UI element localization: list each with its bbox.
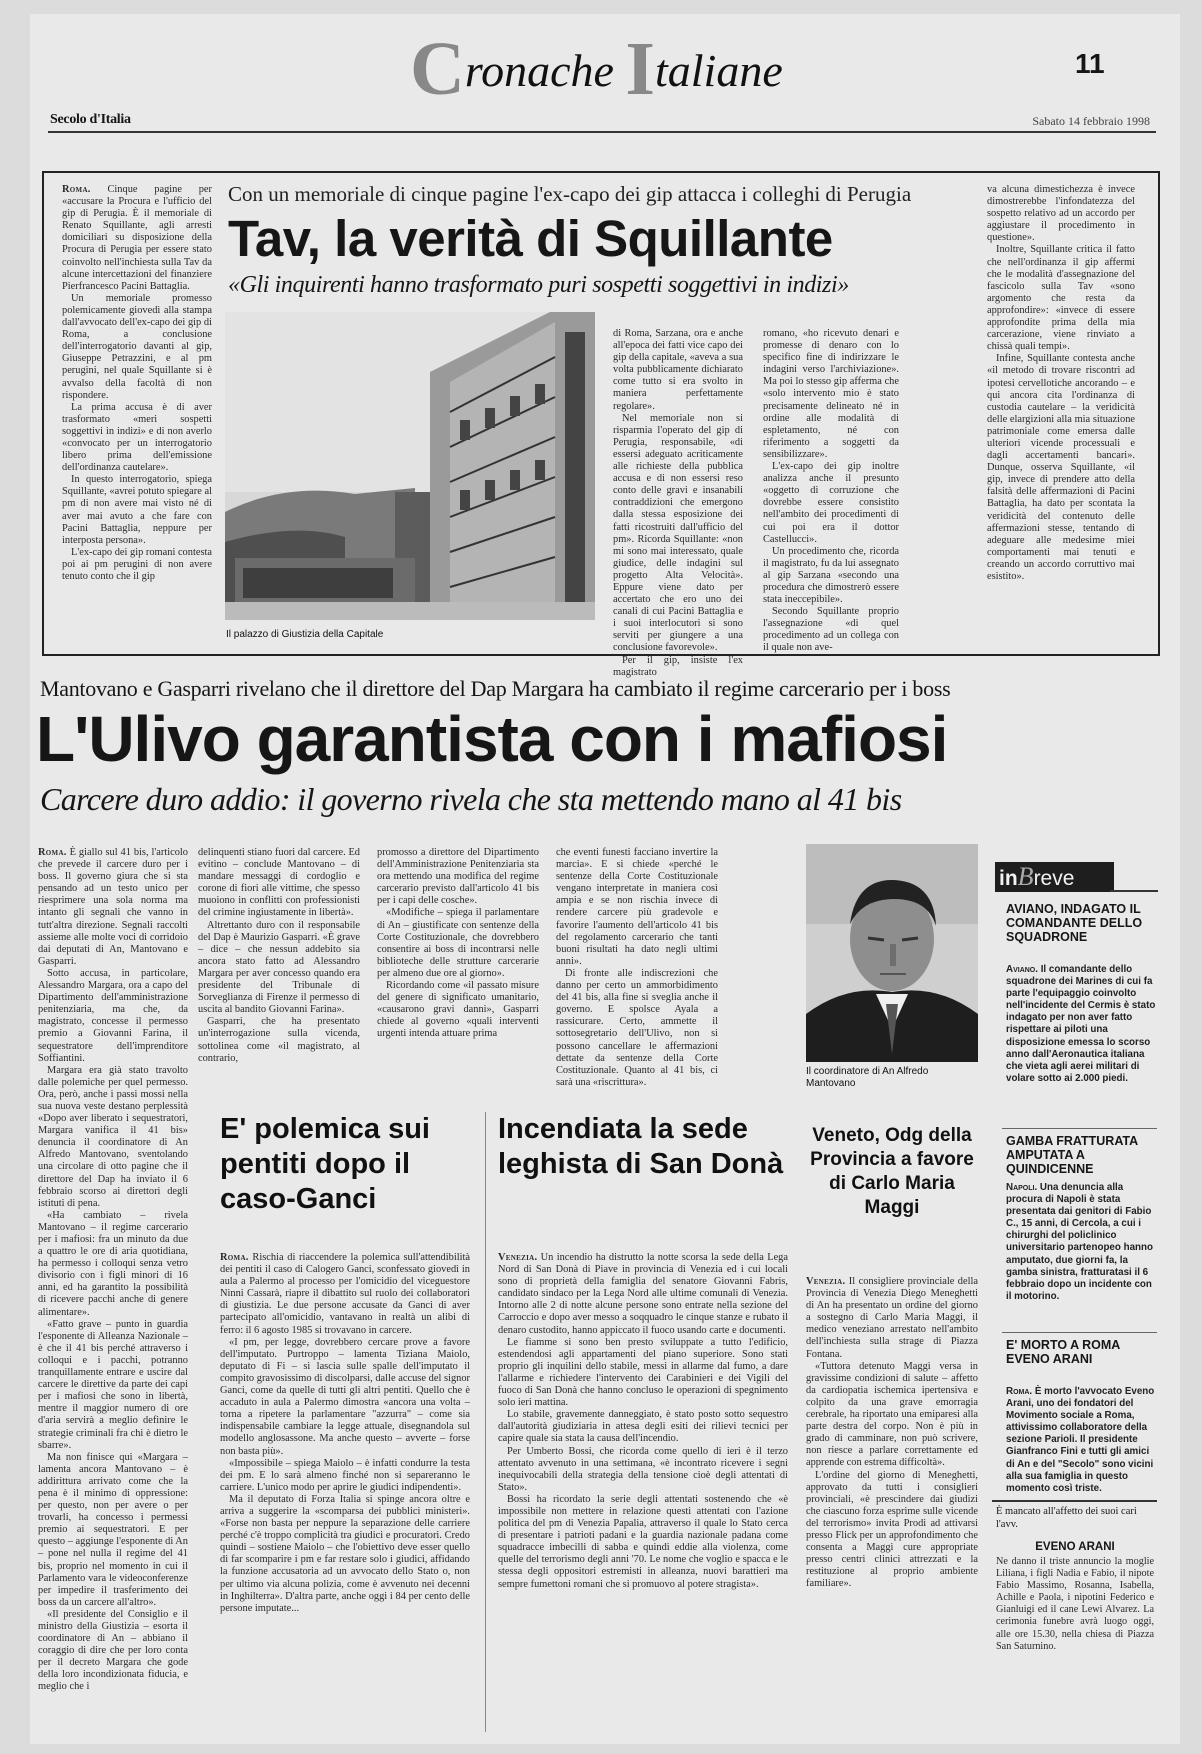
story4-dateline: Venezia. xyxy=(498,1252,538,1263)
story1-subhead: «Gli inquirenti hanno trasformato puri sospetti soggettivi in indizi» xyxy=(228,272,849,298)
story1-col4-p2: L'ex-capo dei gip inoltre analizza anche il presunto «oggetto di corruzione che dovrebbe essere consistito nell'ambito dei procedimenti di cui poi era il dottor Castellucci». xyxy=(763,461,899,545)
story2-col2-p2: Altrettanto duro con il responsabile del Dap è Maurizio Gasparri. «È grave – dice – che nessun addebito sia ancora stato fatto ad Alessandro Margara per aver concesso quando era presidente del Tribunale di Sorveglianza di Firenze il permesso di uscita al bandito Giovanni Farina». xyxy=(198,919,360,1016)
story2-col1-p1: Sotto accusa, in particolare, Alessandro Margara, ora a capo del Dipartimento dell'amministrazione penitenziaria, ma che, da magistrato, concesse il permesso premio a Giovanni Farina, il sequestratore dell'imprenditore Soffiantini. xyxy=(38,967,188,1064)
breve-label-rest: reve xyxy=(1033,867,1075,890)
story3-p2: «I pm, per legge, dovrebbero cercare prove a favore dell'imputato. Purtroppo – lamenta Tiziana Maiolo, deputato di Fi – si lascia sulle spalle dell'imputato il compito gravosissimo di discolparsi, dalle accuse del signor Ganci, come da quelle di tutti gli altri pentiti. Quello che è accaduto in aula a Palermo dimostra «ancora una volta – torna a ripetere la parlamentare "azzurra" – come sia indispensabile cambiare la legge attuale, disegnandola sul modello anglosassone. Ma anche questo – avverte – forse non basta più». xyxy=(220,1336,470,1457)
breve-item-2-text: Una denuncia alla procura di Napoli è stata presentata dai genitori di Fabio C., 15 anni, di Cercola, a cui i chirurghi del policlinico universitario partenopeo hanno amputato, due giorni fa, la gamba sinistra, fratturatasi il 6 febbraio dopo un incidente con il motorino. xyxy=(1006,1182,1153,1302)
obituary-intro: È mancato all'affetto dei suoi cari l'avv. xyxy=(996,1506,1137,1530)
story2-col-4 xyxy=(556,847,718,1088)
story2-kicker: Mantovano e Gasparri rivelano che il direttore del Dap Margara ha cambiato il regime carcerario per i boss xyxy=(40,676,951,701)
breve-divider-1 xyxy=(1002,1128,1157,1129)
building-photo-image xyxy=(225,312,595,620)
story3-p1: Rischia di riaccendere la polemica sull'attendibilità dei pentiti il caso di Calogero Ganci, sconfessato giovedì in aula a Palermo al processo per l'omicidio del viceguestore Ninni Cassarà, riapre il dibattito sul ruolo dei collaboratori di giustizia. Le due persone accusate da Ganci di aver partecipato all'omicidio, vantavano in realtà un alibi di ferro: il 6 agosto 1985 si trovavano in carcere. xyxy=(220,1252,470,1336)
section-title-text-1: ronache xyxy=(464,45,626,96)
story1-col3-p2: Nel memoriale non si risparmia l'operato del gip di Perugia, responsabile, «di essersi adeguato acriticamente alle richieste della pubblica accusa e di non essersi reso conto delle gravi e insanabili contraddizioni che emergono dalla stessa esposizione dei fatti ricostruiti dall'ufficio del pm». Ricorda Squillante: «non mi sono mai interessato, quale giudice, delle indagini sul progetto Alta Velocità». Eppure viene dato per accertato che ero uno dei canali di cui Pacini Battaglia e i suoi interlocutori si sono serviti per giungere a una conclusione favorevole». xyxy=(613,412,743,654)
story2-col1-p4: «Fatto grave – punto in guardia l'esponente di Alleanza Nazionale – è che il 41 bis perché attraverso i colloqui e i pacchi, potranno tranquillamente entrare e uscire dal carcere le direttive da parte dei capi per i mafiosi che sono in libertà, mentre il maggior numero di ore d'aria servirà a meglio definire le strategie criminali fra chi è dietro le sbarre». xyxy=(38,1318,188,1451)
story5-p3: L'ordine del giorno di Meneghetti, approvato da tutti i consiglieri provinciali, «è prescindere dai giudizi che ciascuno forza esprime sulle vicende del terrorismo» invita Prodi ad attivarsi presso Flick per un approfondimento che consenta a Maggi cure appropriate presso centri clinici attrezzati e la restituzione al proprio ambiente familiare». xyxy=(806,1469,978,1590)
story1-col-1 xyxy=(62,184,212,646)
section-title-initial-1: C xyxy=(410,27,465,111)
story4-p1: Un incendio ha distrutto la notte scorsa la sede della Lega Nord di San Donà di Piave in provincia di Venezia ed i cui locali sono di proprietà della famiglia del senatore Giovanni Fabris, candidato sindaco per la Lega Nord alle ultime comunali di Venezia. Intorno alle 2 di notte alcune persone sono entrate nella sezione del Carroccio e dopo aver messo a soqquadro le cinque stanze e rubato il denaro custodito, hanno appiccato il fuoco usando carte e documenti. xyxy=(498,1252,788,1336)
story2-dateline: Roma. xyxy=(38,847,67,858)
story1-col-5 xyxy=(987,184,1135,646)
story3-headline: E' polemica sui pentiti dopo il caso-Ganci xyxy=(220,1113,430,1215)
breve-item-2-dateline: Napoli. xyxy=(1006,1182,1038,1193)
story1-headline: Tav, la verità di Squillante xyxy=(228,210,833,267)
story4-p2: Le fiamme si sono ben presto sviluppate a tutto l'edificio, estendendosi agli appartamenti del piano superiore. Sono stati proprio gli inquilini dello stabile, messi in allarme dal fumo, a dare l'allarme e richiedere l'intervento dei Carabinieri e dei Vigili del fuoco di San Donà che hanno concluso le operazioni di spegnimento solo ieri mattina. xyxy=(498,1336,788,1409)
story1-col4-p3: Un procedimento che, ricorda il magistrato, fu da lui assegnato al gip Sarzana «secondo una procedura che dimostrerò essere stata ineccepibile». xyxy=(763,545,899,606)
story3-p4: Ma il deputato di Forza Italia si spinge ancora oltre e arriva a suggerire la «scomparsa dei pubblici ministeri». «Forse non basta per neppure la separazione delle carriere perché c'è troppo complicità tra giudici e procuratori. Credo quindi – sostiene Maiolo – che l'obiettivo deve esser quello di far scomparire i pm e far restare solo i giudici, affidando la funzione accusatoria ad un avvocato dello Stato o, non per ultimo via alcuna polizia, come è avvenuto nei decenni in Inghilterra». D'altra parte, anche oggi i 84 per cento delle persone imputate... xyxy=(220,1493,470,1614)
breve-divider-2 xyxy=(1002,1332,1157,1333)
story5-dateline: Venezia. xyxy=(806,1276,846,1287)
breve-item-1-dateline: Aviano. xyxy=(1006,964,1038,975)
portrait-photo-image xyxy=(806,844,978,1062)
story5-headline: Veneto, Odg della Provincia a favore di Carlo Maria Maggi xyxy=(810,1125,974,1218)
breve-item-2-body xyxy=(1006,1182,1156,1303)
story1-dateline: Roma. xyxy=(62,184,91,195)
story1-col3-p3: Per il gip, insiste l'ex magistrato xyxy=(613,654,743,678)
story1-lead-text: Cinque pagine per «accusare la Procura e l'ufficio del gip di Perugia. È il memoriale di Renato Squillante, agli arresti domiciliari su disposizione della Procura di Perugia per essere stato coinvolto nell'inchiesta sulla Tav da alcune intercettazioni del finanziere Pierfrancesco Pacini Battaglia. xyxy=(62,184,212,292)
story2-col-2 xyxy=(198,847,360,1079)
story2-col3-p2: «Modifiche – spiega il parlamentare di An – giustificate con sentenze della Corte Costituzionale, che dovrebbero consentire ai boss di incontrarsi nelle biblioteche delle strutture carcerarie per almeno due ore al giorno». xyxy=(377,907,539,979)
breve-item-3-title: E' MORTO A ROMA EVENO ARANI xyxy=(1006,1338,1120,1366)
story3-p3: «Impossibile – spiega Maiolo – è infatti condurre la testa dei pm. E lo sarà almeno finché non si separeranno le carriere. L'unico modo per aprire le giudici indipendenti». xyxy=(220,1457,470,1493)
breve-item-3-text: È morto l'avvocato Eveno Arani, uno dei fondatori del Movimento sociale a Roma, attivissimo collaboratore della sezione Parioli. Il presidente Gianfranco Fini e tutti gli amici di An e del "Secolo" sono vicini alla sua famiglia in questo momento così triste. xyxy=(1006,1386,1155,1494)
story5-p2: «Tuttora detenuto Maggi versa in gravissime condizioni di salute – affetto da cardiopatia ischemica ipertensiva e colpito da una grave emorragia cerebrale, ha riportato una emiparesi alla parte destra del corpo. Non è più in grado di camminare, non può scrivere, non riesce a parlare correttamente ed apprende con estrema difficoltà». xyxy=(806,1360,978,1469)
story4-headline: Incendiata la sede leghista di San Donà xyxy=(498,1113,784,1180)
breve-label-box xyxy=(995,862,1114,892)
story2-col-3 xyxy=(377,847,539,1079)
issue-date: Sabato 14 febbraio 1998 xyxy=(1032,114,1150,128)
breve-item-1-body xyxy=(1006,964,1156,1085)
obituary-text: Ne danno il triste annuncio la moglie Liliana, i figli Nadia e Fabio, il nipote Fabio Massimo, Rosanna, Isabella, Achille e Paola, i nipotini Federico e Gianluigi ed il cane Lewi Alvarez. La cerimonia funebre avrà luogo oggi, alle ore 15.30, nella chiesa di Piazza San Saturnino. xyxy=(996,1556,1154,1652)
breve-item-3-dateline: Roma. xyxy=(1006,1386,1033,1397)
story5-p1: Il consigliere provinciale della Provincia di Venezia Diego Meneghetti di An ha presentato un ordine del giorno a sostegno di Carlo Maria Maggi, il medico veneziano arrestato nell'ambito dell'inchiesta sulla strage di Piazza Fontana. xyxy=(806,1276,978,1360)
story2-col2-p1: delinquenti stiano fuori dal carcere. Ed evitino – conclude Mantovano – di mandare messaggi di cordoglio e corone di fiori alle vittime, che spesso muoiono in conflitti con professionisti del crimine ingiustamente in libertà». xyxy=(198,847,360,919)
story1-col-4 xyxy=(763,328,899,654)
story1-col1-p1: Un memoriale promesso polemicamente giovedì alla stampa dall'avvocato dell'ex-capo dei gip di Roma, a conclusione dell'interrogatorio davanti al gip, Giuseppe Petrazzini, e al pm perugini, nel quale Squillante si è avvalso della facoltà di non rispondere. xyxy=(62,292,212,401)
story3-body xyxy=(220,1252,470,1732)
masthead-rule xyxy=(48,131,1156,133)
story1-col5-p3: Infine, Squillante contesta anche «il metodo di trovare riscontri ad ipotesi cervellotiche ancorando – e qui ancora cita l'ordinanza di custodia cautelare – la veridicità delle elargizioni alla mia situazione patrimoniale come emersa dalle ulteriori vicende processuali e dagli accertamenti bancari». Dunque, osserva Squillante, «il gip, invece di prendere atto della falsità delle affermazioni di Pacini Battaglia, ha dato per scontata la veridicità del contenuto delle affermazioni stesse, tentando di adeguare alle medesime miei comportamenti mai tenuti e creando un accordo corruttivo mai esistito». xyxy=(987,353,1135,582)
story1-photo-palazzo-giustizia xyxy=(225,312,595,620)
story2-lead-text: È giallo sul 41 bis, l'articolo che prevede il carcere duro per i boss. Il governo giura che si sta pensando ad un testo unico per riesprimere una sola norma ma intanto gli segnali che vanno in tutt'altra direzione. Segnali raccolti assieme alle molte voci di corridoio dai deputati di An, Mantovano e Gasparri. xyxy=(38,847,188,967)
story1-col1-p4: L'ex-capo dei gip romani contesta poi ai pm perugini di non avere tenuto conto che il gip xyxy=(62,546,212,582)
story2-col1-p3: «Ha cambiato – rivela Mantovano – il regime carcerario per i mafiosi: fra un minuto da due a quattro le ore di aria quotidiana, ha permesso i colloqui senza vetro divisorio con i figli minori di 16 anni, ed ha garantito la possibilità di ricevere pacchi anche di genere alimentare». xyxy=(38,1209,188,1318)
section-title-text-2: taliane xyxy=(655,45,783,96)
newspaper-page xyxy=(30,14,1180,1744)
page-number: 11 xyxy=(1075,48,1105,79)
story1-col4-p1: romano, «ho ricevuto denari e promesse di denaro con lo specifico fine di indirizzare le indagini verso l'archiviazione». Ma poi lo stesso gip afferma che «solo intervento mio è stato precisamente delineato né in ordine alle modalità di espletamento, né con riferimento a soggetti da sensibilizzare». xyxy=(763,328,899,460)
story2-col3-p1: promosso a direttore del Dipartimento dell'Amministrazione Penitenziaria sta ora mettendo una modifica del regime carcerario previsto dall'articolo 41 bis per i capi delle cosche». xyxy=(377,847,539,907)
story1-col4-p4: Secondo Squillante proprio l'assegnazione «di quel procedimento ad un collega con il quale non ave- xyxy=(763,606,899,654)
story1-col3-p1: di Roma, Sarzana, ora e anche all'epoca dei fatti vice capo dei gip della capitale, «aveva a sua volta pubblicamente dichiarato come tutto si era svolto in maniera perfettamente regolare». xyxy=(613,328,743,412)
story4-p4: Per Umberto Bossi, che ricorda come quello di ieri è il terzo attentato avvenuto in una settimana, «è incontrato ricevere i segni inequivocabili della strategia della tensione cioè degli attentati di Stato». xyxy=(498,1445,788,1493)
breve-label-rule xyxy=(1110,890,1158,892)
obituary-name: EVENO ARANI xyxy=(1035,1541,1115,1553)
story3-dateline: Roma. xyxy=(220,1252,249,1263)
section-title xyxy=(410,27,790,111)
breve-item-2-title: GAMBA FRATTURATA AMPUTATA A QUINDICENNE xyxy=(1006,1134,1138,1176)
breve-label-in: in xyxy=(999,867,1018,890)
story1-col5-p1: va alcuna dimestichezza è invece dimostrerebbe l'infondatezza del sospetto relativo ad un accordo per aggiustare il procedimento in questione». xyxy=(987,184,1135,244)
story5-body xyxy=(806,1276,978,1732)
story4-body xyxy=(498,1252,788,1732)
breve-item-3-body xyxy=(1006,1386,1156,1495)
story1-col-3 xyxy=(613,328,743,678)
story2-photo-caption: Il coordinatore di An Alfredo Mantovano xyxy=(806,1066,929,1089)
story2-col2-p3: Gasparri, che ha presentato un'interrogazione sulla vicenda, sottolinea come «il magistrato, al contrario, xyxy=(198,1016,360,1064)
story2-col4-p1: che eventi funesti facciano invertire la marcia». E si chiede «perché le sentenze della Corte Costituzionale vengano interpretate in maniera così ampia e se non rischia invece di rendere carcere più gradevole e favorire l'aumento dell'articolo 41 bis del regolamento carcerario che tanti buoni risultati ha dato negli ultimi anni». xyxy=(556,847,718,967)
story2-col4-p2: Di fronte alle indiscrezioni che danno per certo un ammorbidimento del 41 bis, alla fine si sveglia anche il governo. E spolsce Ayala a rassicurare. Certo, ammette il sottosegretario dell'Ulivo, non si possono cancellare le affermazioni dettate da sentenze della Corte Costituzionale. Quanto al 41 bis, ci sarà una «riscrittura». xyxy=(556,967,718,1088)
breve-label-b: B xyxy=(1017,862,1034,891)
story4-p5: Bossi ha ricordato la serie degli attentati sostenendo che «è impossibile non mettere in relazione questi attentati con l'azione politica del pm di Venezia Papalia, attraverso il quale lo Stato cerca di presentare i patrioti padani e la guardia nazionale padana come squadracce imbecilli di sabba e quindi eddie alla violenza, come quelle del terrorismo degli anni '70. Le nome che voglio e spacca e le stessa degli oppositori estremisti in alleanza, nuovi barattieri ma sempre fumettoni romani che si promuovo al potere stragista». xyxy=(498,1493,788,1590)
story2-col3-p3: Ricordando come «il passato misure del genere di significato umanitario, «causarono gravi danni», Gasparri chiede al governo «quali interventi urgenti intenda attuare prima xyxy=(377,980,539,1040)
story2-col-1 xyxy=(38,847,188,1734)
story2-col1-p2: Margara era già stato travolto dalle polemiche per quel permesso. Ora, però, anche i passi mossi nella sua nuova veste destano perplessità «Dopo aver liberato i sequestratori, Margara vanifica il 41 bis» denuncia il coordinatore di An Alfredo Mantovano, sventolando una circolare di otto pagine che il direttore del Dap ha inviato il 6 febbraio scorso ai direttori degli istituti di pena. xyxy=(38,1064,188,1209)
paper-name: Secolo d'Italia xyxy=(50,112,131,127)
story1-col1-p3: In questo interrogatorio, spiega Squillante, «avrei potuto spiegare al pm di non avere mai visto né di aver mai avuto a che fare con Pacini Battaglia, neppure per interposta persona». xyxy=(62,474,212,546)
story4-p3: Lo stabile, gravemente danneggiato, è stato posto sotto sequestro dall'autorità giudiziaria in attesa degli esiti dei rilievi tecnici per capire quale sia stata la causa dell'incendio. xyxy=(498,1409,788,1445)
story2-col1-p6: «Il presidente del Consiglio e il ministro della Giustizia – esorta il coordinatore di An – abbiano il coraggio di dire che per loro conta per il decreto Margara che gode della loro incondizionata fiducia, e meglio che i xyxy=(38,1608,188,1693)
story1-photo-caption: Il palazzo di Giustizia della Capitale xyxy=(226,629,384,640)
story2-photo-mantovano xyxy=(806,844,978,1062)
breve-item-1-title: AVIANO, INDAGATO IL COMANDANTE DELLO SQUADRONE xyxy=(1006,902,1143,944)
breve-item-1-text: Il comandante dello squadrone dei Marines di cui fa parte l'equipaggio coinvolto nell'incidente del Cermis è stato indagato per non aver fatto rispettare ai piloti una disposizione emessa lo scorso anno dall'Aeronautica italiana che vieta agli aerei militari di volare sotto ai 2.000 piedi. xyxy=(1006,964,1156,1084)
story1-col1-p2: La prima accusa è di aver trasformato «meri sospetti soggettivi in indizi» e di non averlo «convocato per un interrogatorio libero prima dell'emissione dell'ordinanza cautelare». xyxy=(62,401,212,474)
story2-headline: L'Ulivo garantista con i mafiosi xyxy=(36,703,948,775)
story2-subhead: Carcere duro addio: il governo rivela che sta mettendo mano al 41 bis xyxy=(40,781,902,817)
story1-kicker: Con un memoriale di cinque pagine l'ex-capo dei gip attacca i colleghi di Perugia xyxy=(228,182,912,206)
story3-divider xyxy=(485,1112,486,1732)
story1-col5-p2: Inoltre, Squillante critica il fatto che nell'ordinanza il gip affermi che le modalità d'assegnazione del fascicolo sulla Tav «sono argomento che resta da approfondire»: «invece di essere approfondite prima della mia carcerazione, viene rinviato a chissà quali tempi». xyxy=(987,244,1135,353)
story2-col1-p5: Ma non finisce qui «Margara – lamenta ancora Mantovano – è addirittura arrivato come che la pena è il minimo di oppressione: per questo, non per avere o per trovarli, ha concesso i permessi premio ai sequestratori. E per questo – aggiunge l'esponente di An – pone nel nulla il regime del 41 bis, proprio nel momento in cui il Parlamento vara le videoconferenze per impedire il trasferimento dei boss da un carcere all'altro». xyxy=(38,1451,188,1608)
section-title-initial-2: I xyxy=(625,27,655,111)
